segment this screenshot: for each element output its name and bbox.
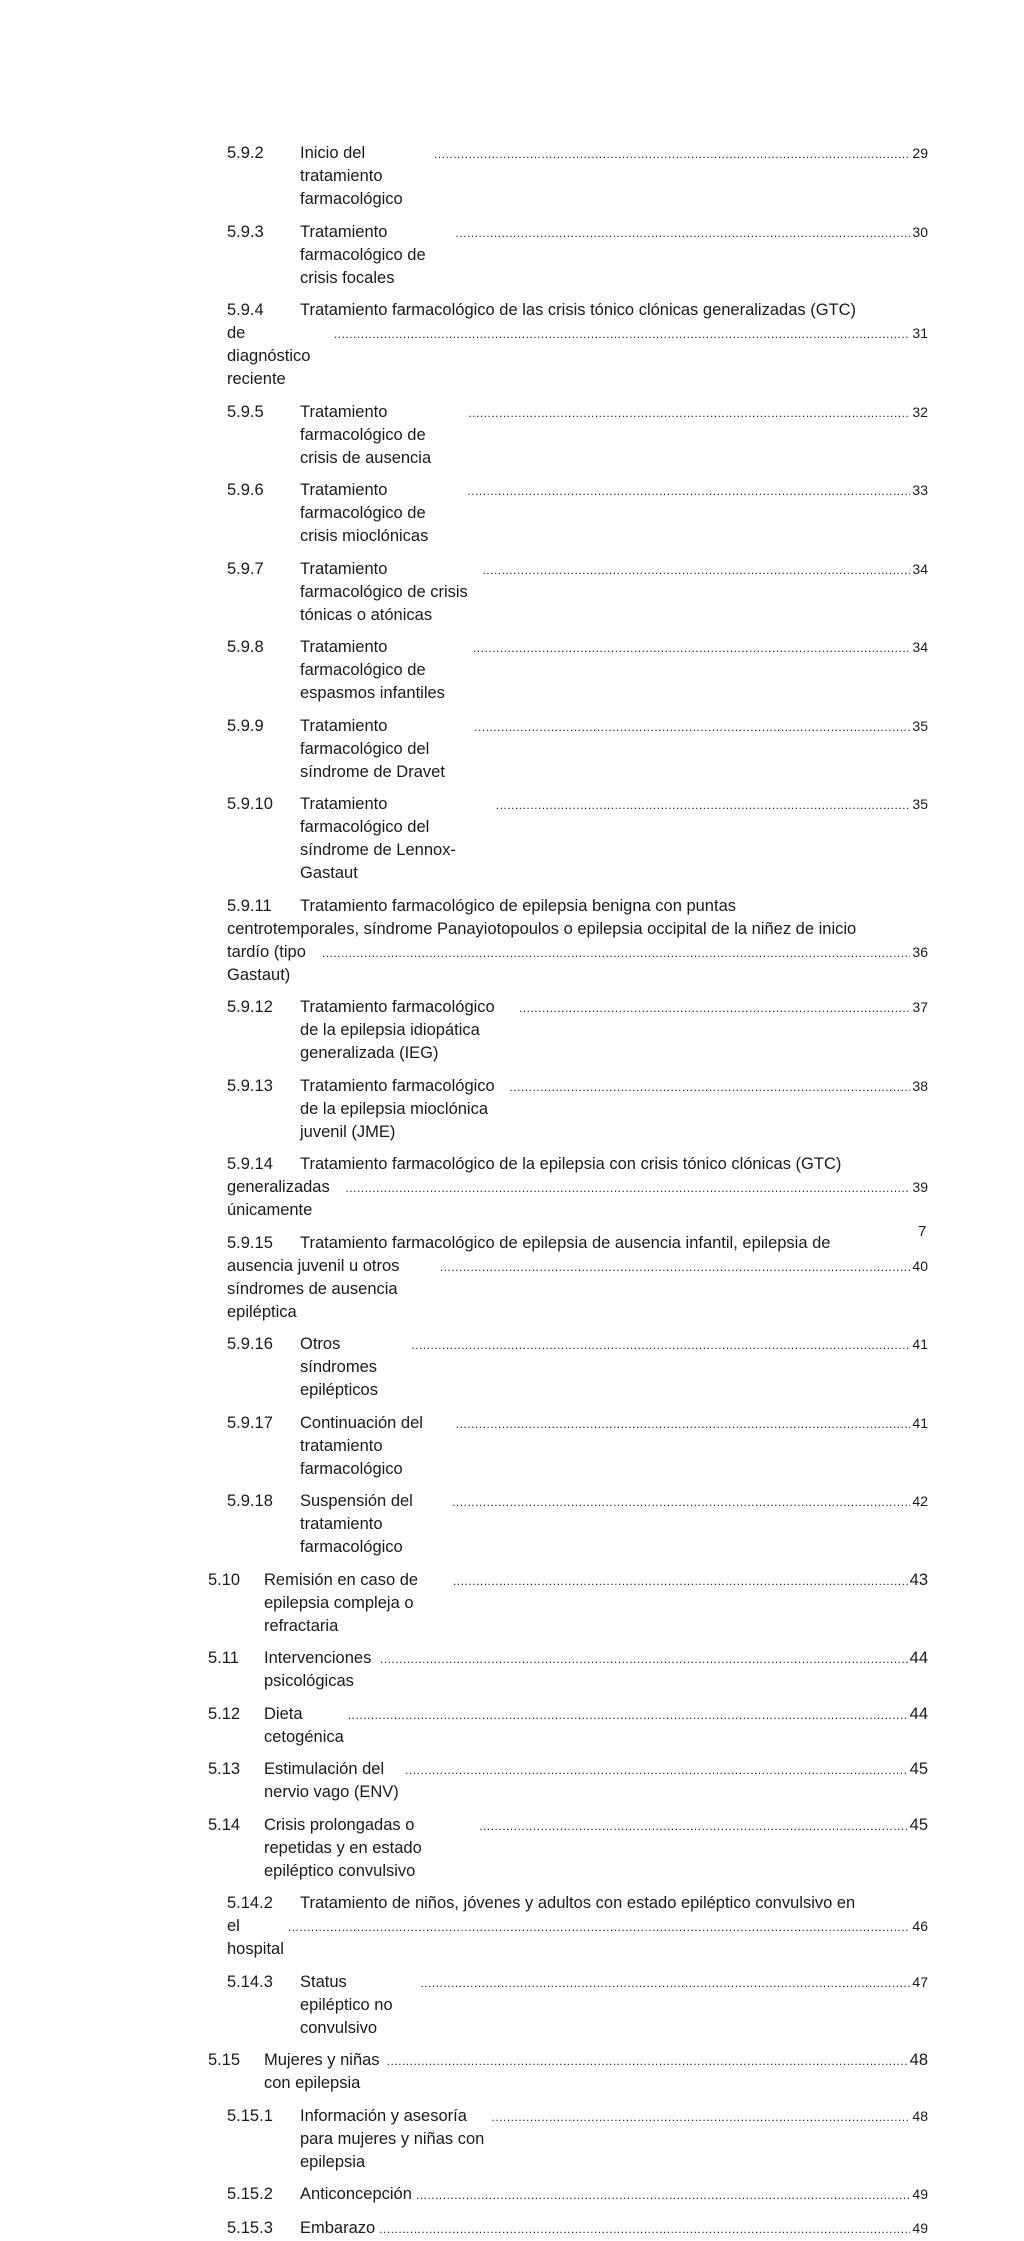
toc-entry-title-last: ausencia juvenil u otros síndromes de ausencia epiléptica — [227, 1256, 400, 1321]
toc-entry[interactable] — [227, 299, 928, 391]
dot-leader — [473, 637, 910, 660]
toc-entry-title: Tratamiento farmacológico de crisis mioclónicas — [300, 481, 429, 545]
toc-entry-page: 29 — [912, 145, 928, 161]
toc-entry[interactable] — [227, 221, 928, 290]
toc-entry-title: Status epiléptico no convulsivo — [300, 1972, 393, 2037]
toc-entry[interactable] — [227, 1153, 928, 1222]
toc-entry-number: 5.14.2 — [227, 1894, 273, 1912]
toc-entry-page: 34 — [912, 560, 928, 577]
toc-entry-page: 30 — [912, 223, 928, 240]
dot-leader — [467, 480, 910, 503]
toc-entry[interactable] — [227, 715, 928, 784]
toc-entry-page: 35 — [912, 717, 928, 734]
dot-leader — [380, 1648, 908, 1671]
dot-leader — [519, 997, 910, 1020]
toc-entry-page: 42 — [912, 1493, 928, 1509]
toc-entry-page: 38 — [912, 1077, 928, 1094]
table-of-contents — [0, 142, 1024, 2241]
toc-entry[interactable] — [227, 558, 928, 627]
toc-entry-number: 5.9.16 — [227, 1335, 273, 1353]
toc-entry-title: Continuación del tratamiento farmacológico — [300, 1413, 423, 1478]
toc-entry[interactable] — [227, 142, 928, 211]
dot-leader — [492, 2106, 911, 2129]
dot-leader — [334, 323, 911, 346]
toc-entry[interactable] — [227, 793, 928, 885]
toc-entry[interactable] — [227, 1075, 928, 1144]
toc-entry-page: 40 — [912, 1257, 928, 1274]
toc-entry-number: 5.9.7 — [227, 559, 264, 578]
toc-entry-page: 49 — [912, 2219, 928, 2236]
toc-entry-title: Remisión en caso de epilepsia compleja o refractaria — [264, 1570, 419, 1635]
toc-entry-title: Otros síndromes epilépticos — [300, 1335, 378, 1399]
toc-entry[interactable] — [208, 1647, 928, 1693]
toc-entry-number: 5.9.6 — [227, 481, 264, 499]
toc-entry-number: 5.14.3 — [227, 1972, 273, 1991]
toc-entry-number: 5.9.9 — [227, 716, 264, 735]
toc-entry-title-last: de diagnóstico reciente — [227, 324, 311, 388]
toc-entry-number: 5.15.1 — [227, 2106, 273, 2125]
toc-entry-title: Dieta cetogénica — [264, 1704, 344, 1746]
toc-entry[interactable] — [227, 1490, 928, 1559]
toc-entry-page: 37 — [912, 999, 928, 1015]
toc-entry-page: 48 — [909, 2051, 928, 2069]
page-number: 7 — [918, 1223, 927, 1240]
toc-entry-number: 5.15 — [208, 2051, 241, 2069]
toc-entry-title-last: el hospital — [227, 1917, 284, 1958]
toc-entry[interactable] — [208, 1758, 928, 1804]
toc-entry-title-line1: Tratamiento farmacológico de epilepsia de ausencia infantil, epilepsia de — [300, 1233, 831, 1252]
dot-leader — [474, 716, 910, 739]
toc-entry-page: 31 — [912, 325, 928, 341]
toc-entry-title: Suspensión del tratamiento farmacológico — [300, 1492, 413, 1556]
toc-entry-page: 39 — [912, 1179, 928, 1195]
toc-entry-title: Tratamiento farmacológico de espasmos infantiles — [300, 638, 445, 702]
dot-leader — [468, 402, 910, 425]
dot-leader — [379, 2218, 910, 2241]
toc-entry-number: 5.9.5 — [227, 402, 264, 421]
toc-entry-page: 33 — [912, 482, 928, 498]
toc-entry-number: 5.9.8 — [227, 638, 264, 656]
toc-entry-page: 46 — [912, 1918, 928, 1934]
toc-entry-title: Estimulación del nervio vago (ENV) — [264, 1760, 399, 1801]
toc-entry[interactable] — [227, 1412, 928, 1481]
toc-entry-number: 5.12 — [208, 1704, 241, 1723]
dot-leader — [440, 1256, 911, 1279]
toc-entry-title: Intervenciones psicológicas — [264, 1649, 372, 1690]
toc-entry-title-line1: Tratamiento farmacológico de las crisis tónico clónicas generalizadas (GTC) — [300, 301, 857, 319]
toc-entry[interactable] — [227, 2217, 928, 2241]
toc-entry-number: 5.9.3 — [227, 222, 264, 241]
toc-entry-number: 5.9.17 — [227, 1413, 273, 1432]
dot-leader — [420, 1972, 910, 1995]
toc-entry-title-line1: Tratamiento de niños, jóvenes y adultos con estado epiléptico convulsivo en — [300, 1894, 856, 1912]
toc-entry-page: 44 — [909, 1704, 928, 1723]
toc-entry[interactable] — [227, 1333, 928, 1402]
toc-entry-number: 5.9.10 — [227, 795, 273, 813]
dot-leader — [434, 143, 910, 166]
dot-leader — [405, 1759, 907, 1782]
dot-leader — [387, 2050, 908, 2073]
dot-leader — [456, 1413, 911, 1436]
toc-entry[interactable] — [227, 401, 928, 470]
toc-entry-number: 5.9.14 — [227, 1155, 273, 1173]
toc-entry[interactable] — [227, 895, 928, 987]
toc-entry-page: 34 — [912, 639, 928, 655]
toc-entry[interactable] — [227, 996, 928, 1065]
toc-entry-title: Mujeres y niñas con epilepsia — [264, 2051, 380, 2092]
toc-entry-page: 48 — [912, 2107, 928, 2124]
toc-entry-page: 49 — [912, 2186, 928, 2202]
toc-entry-page: 44 — [909, 1649, 928, 1667]
toc-entry-page: 43 — [909, 1570, 928, 1589]
toc-entry[interactable] — [208, 1814, 928, 1883]
toc-entry-number: 5.9.18 — [227, 1492, 273, 1510]
dot-leader — [411, 1334, 910, 1357]
toc-entry-number: 5.15.2 — [227, 2185, 273, 2203]
dot-leader — [416, 2184, 911, 2207]
toc-entry-number: 5.11 — [208, 1649, 239, 1667]
dot-leader — [288, 1916, 911, 1939]
toc-entry-title: Crisis prolongadas o repetidas y en estado epiléptico convulsivo — [264, 1815, 422, 1880]
toc-entry-number: 5.14 — [208, 1815, 241, 1834]
toc-entry-title-line2: centrotemporales, síndrome Panayiotopoulos o epilepsia occipital de la niñez de inicio — [227, 919, 857, 938]
toc-entry[interactable] — [227, 2183, 928, 2207]
toc-entry-title: Información y asesoría para mujeres y niñas con epilepsia — [300, 2106, 485, 2171]
dot-leader — [456, 222, 911, 245]
dot-leader — [479, 1815, 907, 1838]
dot-leader — [496, 794, 911, 817]
dot-leader — [345, 1177, 910, 1200]
toc-entry-number: 5.9.11 — [227, 896, 272, 915]
toc-entry-title-last: tardío (tipo Gastaut) — [227, 942, 306, 984]
toc-entry-title: Tratamiento farmacológico del síndrome de Lennox-Gastaut — [300, 795, 456, 882]
dot-leader — [509, 1076, 910, 1099]
toc-entry[interactable] — [227, 2105, 928, 2174]
toc-entry-page: 41 — [912, 1336, 928, 1352]
toc-entry[interactable] — [227, 1971, 928, 2040]
toc-entry[interactable] — [227, 1892, 928, 1961]
dot-leader — [453, 1570, 908, 1593]
toc-entry-title: Tratamiento farmacológico de la epilepsia mioclónica juvenil (JME) — [300, 1076, 495, 1141]
toc-entry-title-last: generalizadas únicamente — [227, 1178, 330, 1219]
toc-entry-number: 5.9.4 — [227, 301, 264, 319]
toc-entry-page: 35 — [912, 796, 928, 812]
toc-entry-title: Tratamiento farmacológico del síndrome de Dravet — [300, 716, 445, 781]
toc-entry-page: 36 — [912, 943, 928, 960]
toc-entry-page: 47 — [912, 1973, 928, 1990]
toc-entry-page: 45 — [909, 1815, 928, 1834]
toc-entry[interactable] — [227, 479, 928, 548]
toc-entry-page: 45 — [909, 1760, 928, 1778]
dot-leader — [452, 1491, 910, 1514]
toc-entry-number: 5.9.2 — [227, 144, 264, 162]
toc-entry-title: Tratamiento farmacológico de crisis tónicas o atónicas — [300, 559, 468, 624]
toc-entry-page: 32 — [912, 403, 928, 420]
toc-entry-number: 5.9.13 — [227, 1076, 273, 1095]
toc-entry-title: Embarazo — [300, 2218, 376, 2237]
toc-entry[interactable] — [208, 1569, 928, 1638]
dot-leader — [482, 559, 910, 582]
toc-entry-title: Tratamiento farmacológico de crisis focales — [300, 222, 426, 287]
toc-entry-title-line1: Tratamiento farmacológico de la epilepsia con crisis tónico clónicas (GTC) — [300, 1155, 842, 1173]
toc-entry-number: 5.9.15 — [227, 1233, 273, 1252]
dot-leader — [322, 942, 911, 965]
toc-entry-number: 5.10 — [208, 1570, 241, 1589]
toc-entry-page: 41 — [912, 1414, 928, 1431]
toc-entry-number: 5.9.12 — [227, 998, 273, 1016]
toc-entry-number: 5.15.3 — [227, 2218, 273, 2237]
toc-entry[interactable] — [208, 1703, 928, 1749]
toc-entry-number: 5.13 — [208, 1760, 241, 1778]
toc-entry-title: Tratamiento farmacológico de crisis de ausencia — [300, 402, 432, 467]
toc-entry[interactable] — [227, 1232, 928, 1324]
toc-entry-title: Tratamiento farmacológico de la epilepsia idiopática generalizada (IEG) — [300, 998, 495, 1062]
toc-entry[interactable] — [208, 2049, 928, 2095]
toc-entry[interactable] — [227, 636, 928, 705]
toc-entry-title: Inicio del tratamiento farmacológico — [300, 144, 403, 208]
toc-entry-title-line1: Tratamiento farmacológico de epilepsia benigna con puntas — [300, 896, 736, 915]
dot-leader — [348, 1704, 908, 1727]
toc-entry-title: Anticoncepción — [300, 2185, 412, 2203]
